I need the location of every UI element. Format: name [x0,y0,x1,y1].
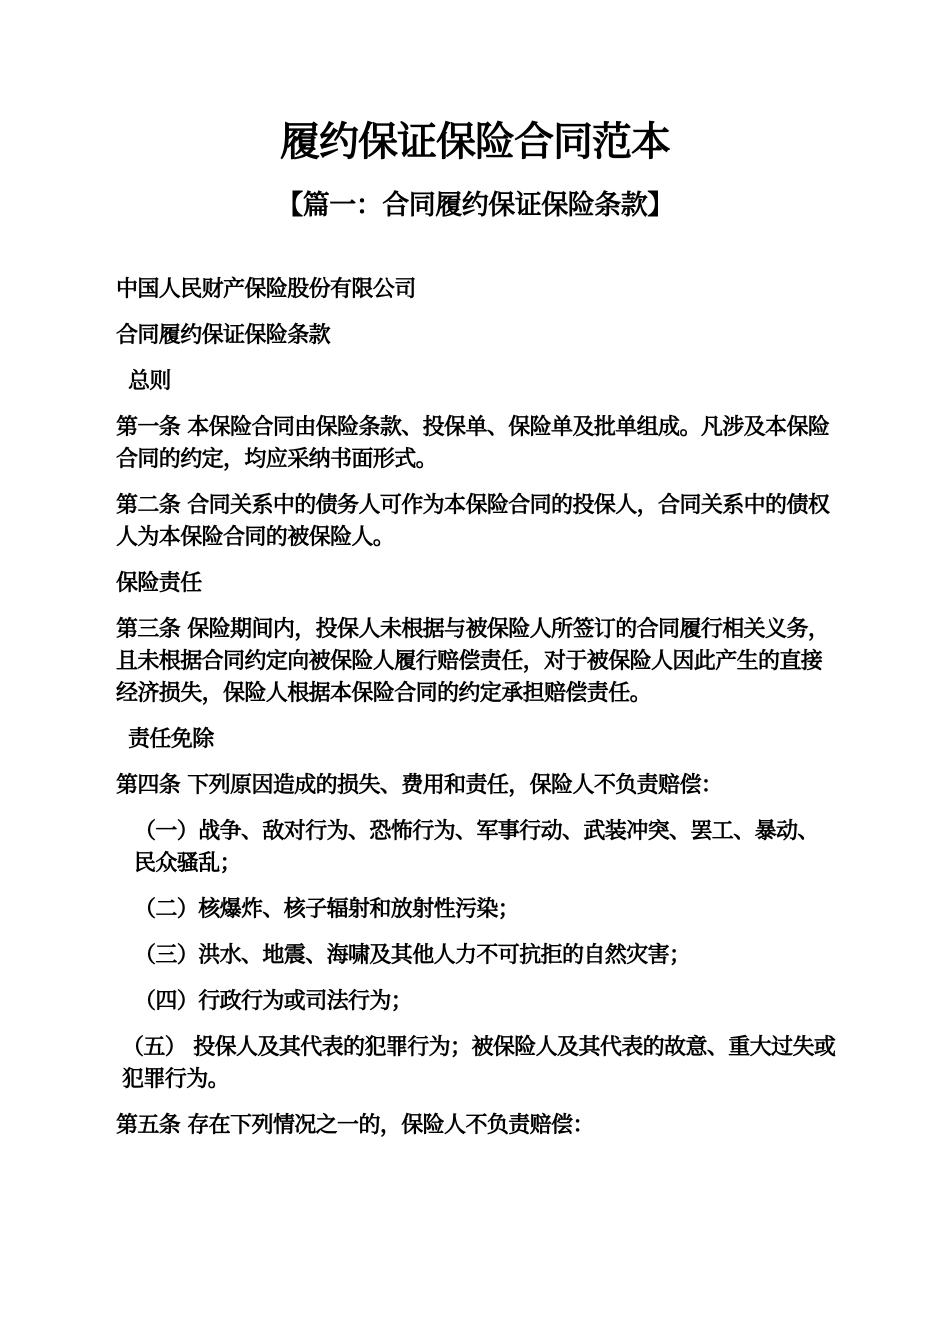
article-4-item-5: （五） 投保人及其代表的犯罪行为；被保险人及其代表的故意、重大过失或犯罪行为。 [122,1035,836,1092]
document-title: 履约保证保险合同范本 [280,119,670,165]
article-1: 第一条 本保险合同由保险条款、投保单、保险单及批单组成。凡涉及本保险合同的约定，均应采纳书面形式。 [116,415,830,472]
article-4: 第四条 下列原因造成的损失、费用和责任，保险人不负责赔偿： [116,773,723,798]
article-2: 第二条 合同关系中的债务人可作为本保险合同的投保人，合同关系中的债权人为本保险合同的被保险人。 [116,493,830,550]
section-heading-liability: 保险责任 [116,571,202,596]
article-4-item-4: （四）行政行为或司法行为； [134,989,413,1014]
company-name: 中国人民财产保险股份有限公司 [116,277,416,302]
article-5: 第五条 存在下列情况之一的，保险人不负责赔偿： [116,1113,594,1138]
section-heading-general: 总则 [128,369,171,394]
section-heading-exclusions: 责任免除 [128,727,214,752]
document-subtitle: 【篇一：合同履约保证保险条款】 [276,190,674,221]
article-4-item-1: （一）战争、敌对行为、恐怖行为、军事行动、武装冲突、罢工、暴动、民众骚乱； [134,819,819,876]
clause-title: 合同履约保证保险条款 [116,323,331,348]
article-3: 第三条 保险期间内，投保人未根据与被保险人所签订的合同履行相关义务，且未根据合同约定向被保险人履行赔偿责任，对于被保险人因此产生的直接经济损失，保险人根据本保险合同的约定承担赔偿责任。 [116,617,830,706]
document-body [116,274,836,1156]
article-4-item-2: （二）核爆炸、核子辐射和放射性污染； [134,897,520,922]
article-4-item-3: （三）洪水、地震、海啸及其他人力不可抗拒的自然灾害； [134,943,691,968]
